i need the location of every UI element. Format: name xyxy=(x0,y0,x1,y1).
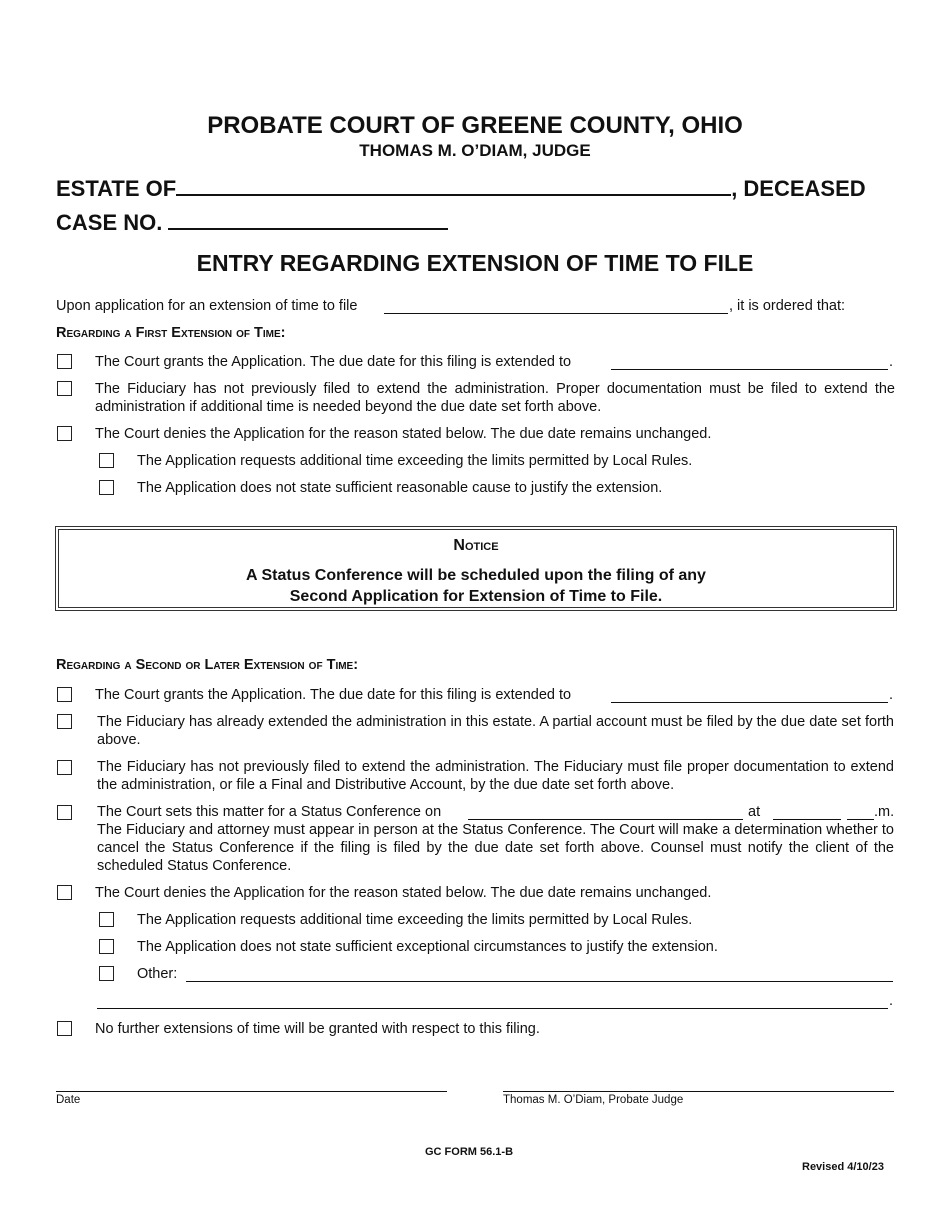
first-grant-checkbox[interactable] xyxy=(57,354,72,369)
first-deny-reason-1-checkbox[interactable] xyxy=(99,453,114,468)
second-grant-period: . xyxy=(889,687,894,703)
notice-line-1: A Status Conference will be scheduled upon the filing of any xyxy=(246,567,706,584)
second-deny-reason-2-checkbox[interactable] xyxy=(99,939,114,954)
case-number-line xyxy=(56,206,448,236)
court-name: PROBATE COURT OF GREENE COUNTY, OHIO xyxy=(207,112,743,139)
already-extended-checkbox[interactable] xyxy=(57,714,72,729)
other-reason-period: . xyxy=(889,993,894,1009)
second-deny-checkbox[interactable] xyxy=(57,885,72,900)
judge-name: THOMAS M. O’DIAM, JUDGE xyxy=(359,141,591,160)
estate-line xyxy=(56,172,866,202)
conference-body: The Fiduciary and attorney must appear in person at the Status Conference. The Court will make a determination whether to cancel the Status Conference if the filing is filed by the due date set forth above. Counsel must notify the client of the scheduled Status Conference. xyxy=(97,822,894,874)
conference-date-field[interactable] xyxy=(468,819,743,820)
first-fiduciary-text: The Fiduciary has not previously filed to extend the administration. Proper documentation must be filed to extend the administration if additional time is needed beyond the due date set forth above. xyxy=(95,381,895,415)
judge-signature-line[interactable] xyxy=(503,1091,894,1092)
second-deny-reason-1-text: The Application requests additional time exceeding the limits permitted by Local Rules. xyxy=(137,912,693,928)
second-deny-reason-2-text: The Application does not state sufficient exceptional circumstances to justify the extension. xyxy=(137,939,718,955)
date-signature-line[interactable] xyxy=(56,1091,447,1092)
second-extended-date-field[interactable] xyxy=(611,702,888,703)
date-label: Date xyxy=(56,1094,81,1106)
second-extension-heading: Regarding a Second or Later Extension of Time: xyxy=(56,657,359,673)
first-grant-period: . xyxy=(889,354,894,370)
filing-type-field[interactable] xyxy=(384,313,728,314)
second-deny-text: The Court denies the Application for the reason stated below. The due date remains unchanged. xyxy=(95,885,712,901)
already-extended-text: The Fiduciary has already extended the administration in this estate. A partial account must be filed by the due date set forth above. xyxy=(97,714,894,748)
conference-prefix: The Court sets this matter for a Status Conference on xyxy=(97,804,442,820)
form-number: GC FORM 56.1-B xyxy=(425,1146,514,1158)
notice-line-2: Second Application for Extension of Time to File. xyxy=(289,588,663,605)
estate-name-field[interactable] xyxy=(176,172,731,196)
conference-at: at xyxy=(748,804,761,820)
first-deny-checkbox[interactable] xyxy=(57,426,72,441)
first-extension-heading: Regarding a First Extension of Time: xyxy=(56,325,286,341)
conference-time-field[interactable] xyxy=(773,819,841,820)
first-fiduciary-checkbox[interactable] xyxy=(57,381,72,396)
notice-title: Notice xyxy=(453,537,499,554)
intro-prefix: Upon application for an extension of time to file xyxy=(56,298,358,314)
first-grant-text: The Court grants the Application. The due date for this filing is extended to xyxy=(95,354,572,370)
conference-ampm-field[interactable] xyxy=(847,819,874,820)
second-grant-text: The Court grants the Application. The due date for this filing is extended to xyxy=(95,687,572,703)
first-extended-date-field[interactable] xyxy=(611,369,888,370)
case-number-field[interactable] xyxy=(168,206,448,230)
first-deny-text: The Court denies the Application for the reason stated below. The due date remains unchanged. xyxy=(95,426,712,442)
other-reason-field-line-2[interactable] xyxy=(97,1008,888,1009)
estate-label: ESTATE OF xyxy=(56,176,177,201)
judge-signature-label: Thomas M. O’Diam, Probate Judge xyxy=(503,1094,684,1106)
status-conference-checkbox[interactable] xyxy=(57,805,72,820)
first-deny-reason-2-text: The Application does not state sufficient reasonable cause to justify the extension. xyxy=(137,480,663,496)
form-title: ENTRY REGARDING EXTENSION OF TIME TO FILE xyxy=(196,250,754,276)
other-reason-checkbox[interactable] xyxy=(99,966,114,981)
revised-date: Revised 4/10/23 xyxy=(802,1161,884,1173)
no-further-checkbox[interactable] xyxy=(57,1021,72,1036)
notice-box xyxy=(55,526,897,611)
conference-m: .m. xyxy=(874,804,895,820)
second-deny-reason-1-checkbox[interactable] xyxy=(99,912,114,927)
not-previously-checkbox[interactable] xyxy=(57,760,72,775)
second-grant-checkbox[interactable] xyxy=(57,687,72,702)
first-deny-reason-2-checkbox[interactable] xyxy=(99,480,114,495)
intro-suffix: , it is ordered that: xyxy=(729,298,846,314)
other-reason-field[interactable] xyxy=(186,981,893,982)
deceased-label: , DECEASED xyxy=(731,176,866,201)
first-deny-reason-1-text: The Application requests additional time exceeding the limits permitted by Local Rules. xyxy=(137,453,693,469)
other-reason-label: Other: xyxy=(137,966,178,982)
case-number-label: CASE NO. xyxy=(56,210,163,235)
no-further-text: No further extensions of time will be granted with respect to this filing. xyxy=(95,1021,540,1037)
not-previously-text: The Fiduciary has not previously filed to extend the administration. The Fiduciary must file proper documentation to extend the administration, or file a Final and Distributive Account, by the due date set forth above. xyxy=(97,759,894,793)
